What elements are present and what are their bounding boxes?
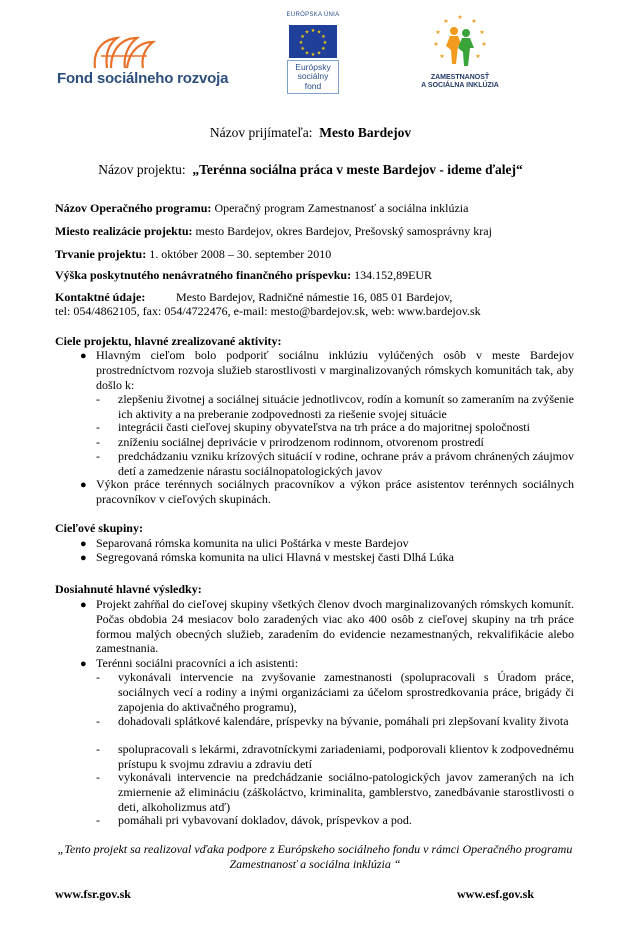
- goals-subitem: predchádzaniu vzniku krízových situácií v rodine, ochrane práv a právom chránených záujmov detí a zamedzenie nárastu sociálnopatologických javov: [118, 449, 574, 478]
- duration-label: Trvanie projektu:: [55, 247, 147, 261]
- svg-text:★: ★: [300, 33, 305, 40]
- amount-value: 134.152,89EUR: [354, 268, 433, 282]
- dash-icon: -: [96, 714, 100, 728]
- bullet-icon: ●: [80, 552, 87, 564]
- results-subitem: vykonávali intervencie na predchádzanie sociálno-patologických javov zameraných na ich zmiernenie až elimináciu (záškoláctvo, kriminalita, gamblerstvo, zanedbávanie starostlivosti o deti, alkoholizmus atď): [118, 770, 574, 814]
- svg-text:★: ★: [310, 51, 316, 58]
- results-heading: [55, 582, 575, 597]
- dash-icon: -: [96, 420, 100, 434]
- contact-label: Kontaktné údaje:: [55, 290, 146, 304]
- eu-fund-line: sociálny: [297, 71, 329, 82]
- contact-line: [55, 290, 575, 305]
- project-label: Názov projektu:: [98, 162, 186, 177]
- zsi-logo: [418, 12, 502, 98]
- dash-icon: -: [96, 449, 100, 463]
- svg-text:★: ★: [298, 39, 304, 46]
- svg-text:★: ★: [316, 50, 322, 57]
- recipient-value: Mesto Bardejov: [319, 125, 412, 140]
- program-value: Operačný program Zamestnanosť a sociálna inklúzia: [214, 201, 469, 215]
- results-subitem: dohadovali splátkové kalendáre, príspevky na bývanie, pomáhali pri zlepšovaní kvality života: [118, 714, 569, 728]
- zsi-logo-line: A SOCIÁLNA INKLÚZIA: [421, 82, 499, 89]
- results-main-text: Projekt zahŕňal do cieľovej skupiny všetkých členov dvoch marginalizovaných rómskych komunít. Počas obdobia 24 mesiacov bolo zaradených viac ako 400 osôb z cieľovej skupiny na trh práce formou malých obecných služieb, zaradením do evidencie nezamestnaných, rekvalifikácie alebo zamestnania.: [96, 597, 574, 656]
- svg-text:★: ★: [433, 41, 439, 48]
- bullet-icon: ●: [80, 350, 87, 362]
- svg-text:★: ★: [435, 29, 441, 36]
- svg-text:★: ★: [475, 53, 481, 60]
- dash-icon: -: [96, 742, 100, 756]
- eu-flag-icon: [289, 25, 337, 58]
- bullet-icon: ●: [80, 658, 87, 670]
- svg-text:★: ★: [443, 18, 449, 25]
- bullet-icon: ●: [80, 538, 87, 550]
- recipient-label: Názov prijímateľa:: [209, 125, 313, 140]
- svg-text:★: ★: [321, 33, 326, 40]
- fsr-logo: [57, 34, 229, 90]
- eu-logo-title: EURÓPSKA ÚNIA: [286, 12, 340, 18]
- zsi-logo-line: ZAMESTNANOSŤ: [430, 74, 490, 81]
- svg-text:★: ★: [316, 29, 322, 36]
- goals-second-text: Výkon práce terénnych sociálnych pracovníkov a výkon práce asistentov terénnych sociálnych pracovníkov v cieľových skupinách.: [96, 477, 574, 506]
- bullet-icon: ●: [80, 479, 87, 491]
- zsi-people-icon: [418, 12, 502, 74]
- goals-subitem: zníženiu sociálnej deprivácie v prirodzenom rodinnom, otvorenom prostredí: [118, 435, 484, 449]
- svg-text:★: ★: [300, 45, 305, 52]
- goals-heading-text: Ciele projektu, hlavné zrealizované aktivity:: [55, 334, 282, 348]
- recipient-line: [0, 126, 621, 141]
- eu-stars-icon: [289, 25, 337, 58]
- bullet-icon: ●: [80, 599, 87, 611]
- dash-icon: -: [96, 435, 100, 449]
- project-line: [0, 163, 621, 178]
- fsr-logo-mark: [87, 34, 157, 70]
- amount-line: [55, 268, 575, 283]
- svg-text:★: ★: [481, 41, 487, 48]
- project-value: „Terénna sociálna práca v meste Bardejov - ideme ďalej“: [192, 162, 523, 177]
- goals-subitem: zlepšeniu životnej a sociálnej situácie jednotlivcov, rodín a komunít so zameraním na zvýšenie ich aktivity a na preberanie zodpovednosti za riešenie svojej situácie: [118, 392, 574, 421]
- groups-item: Segregovaná rómska komunita na ulici Hlavná v mestskej časti Dlhá Lúka: [96, 550, 454, 564]
- svg-text:★: ★: [457, 14, 463, 21]
- svg-text:★: ★: [439, 53, 445, 60]
- results-subitem: spolupracovali s lekármi, zdravotníckymi zariadeniami, podporovali klientov k zodpovednému prístupu k svojmu zdraviu a zdraviu detí: [118, 742, 574, 771]
- program-line: [55, 201, 575, 216]
- eu-fund-line: fond: [304, 80, 322, 91]
- goals-main-text: Hlavným cieľom bolo podporiť sociálnu inklúziu vylúčených osôb v meste Bardejov prostredníctvom rozvoja služieb starostlivosti v marginalizovaných rómskych komunitách tak, aby došlo k:: [96, 348, 574, 392]
- zsi-logo-text: [418, 74, 502, 90]
- svg-text:★: ★: [471, 18, 477, 25]
- amount-label: Výška poskytnutého nenávratného finančného príspevku:: [55, 268, 352, 282]
- program-label: Názov Operačného programu:: [55, 201, 212, 215]
- groups-item: Separovaná rómska komunita na ulici Poštárka v meste Bardejov: [96, 536, 409, 550]
- place-line: [55, 224, 575, 239]
- esf-website-link[interactable]: www.esf.gov.sk: [457, 887, 535, 901]
- dash-icon: -: [96, 392, 100, 406]
- eu-fund-line: Európsky: [295, 61, 331, 72]
- svg-text:★: ★: [322, 39, 328, 46]
- duration-line: [55, 247, 575, 262]
- svg-text:★: ★: [304, 50, 310, 57]
- dash-icon: -: [96, 813, 100, 827]
- groups-heading-text: Cieľové skupiny:: [55, 521, 143, 535]
- place-value: mesto Bardejov, okres Bardejov, Prešovský samosprávny kraj: [195, 224, 492, 238]
- svg-text:★: ★: [479, 29, 485, 36]
- results-subitem: pomáhali pri vybavovaní dokladov, dávok, príspevkov a pod.: [118, 813, 412, 827]
- results-subitem: vykonávali intervencie na zvyšovanie zamestnanosti (spolupracovali s Úradom práce, sociálnych vecí a rodiny a inými organizáciami za účelom sprostredkovania práce, brigády či zapojenia do aktivačného programu),: [118, 670, 574, 714]
- dash-icon: -: [96, 770, 100, 784]
- duration-value: 1. október 2008 – 30. september 2010: [149, 247, 332, 261]
- goals-heading: [55, 334, 575, 349]
- contact-details: tel: 054/4862105, fax: 054/4722476, e-mail: mesto@bardejov.sk, web: www.bardejov.sk: [55, 304, 481, 318]
- results-second-text: Terénni sociálni pracovníci a ich asistenti:: [96, 656, 299, 670]
- results-heading-text: Dosiahnuté hlavné výsledky:: [55, 582, 202, 596]
- fsr-logo-text: Fond sociálneho rozvoja: [57, 70, 229, 87]
- goals-subitem: integrácii časti cieľovej skupiny obyvateľstva na trh práce a do majoritnej spoločnosti: [118, 420, 530, 434]
- svg-text:★: ★: [321, 45, 326, 52]
- fsr-website-link[interactable]: www.fsr.gov.sk: [55, 887, 131, 901]
- funding-statement: „Tento projekt sa realizoval vďaka podpore z Európskeho sociálneho fondu v rámci Operačného programu Zamestnanosť a sociálna inklúzia “: [57, 842, 573, 871]
- contact-address: Mesto Bardejov, Radničné námestie 16, 085 01 Bardejov,: [176, 290, 453, 304]
- svg-text:★: ★: [304, 29, 310, 36]
- groups-heading: [55, 521, 575, 536]
- eu-logo: [282, 8, 344, 98]
- dash-icon: -: [96, 670, 100, 684]
- svg-text:★: ★: [310, 27, 316, 34]
- eu-fund-label: [287, 60, 339, 95]
- place-label: Miesto realizácie projektu:: [55, 224, 193, 238]
